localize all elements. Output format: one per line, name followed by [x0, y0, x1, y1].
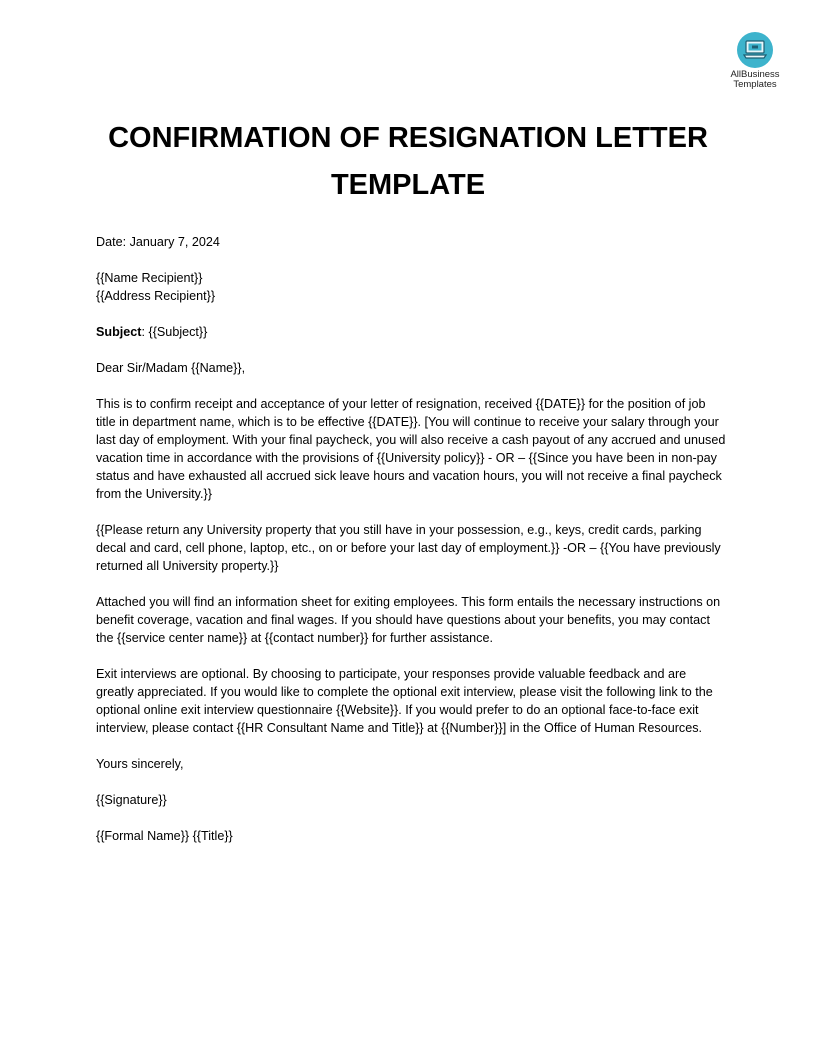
logo-text-line2: Templates [733, 79, 777, 90]
formal-name-title: {{Formal Name}} {{Title}} [96, 829, 233, 843]
paragraph-info-sheet: Attached you will find an information sheet for exiting employees. This form entails the necessary instructions on benefit coverage, vacation and final wages. If you should have questions about your benefits, you may contact the {{service center name}} at {{contact number}} for further assistance. [96, 595, 721, 645]
paragraph-exit-interview: Exit interviews are optional. By choosing to participate, your responses provide valuable feedback and are greatly appreciated. If you would like to complete the optional exit interview, please visit the following link to the optional online exit interview questionnaire {{Website}}. If you would prefer to do an optional face-to-face exit interview, please contact {{HR Consultant Name and Title}} at {{Number}}] in the Office of Human Resources. [96, 667, 713, 735]
logo-text-line1: AllBusiness [730, 69, 780, 80]
paragraph-confirmation: This is to confirm receipt and acceptance of your letter of resignation, received {{DATE}} for the position of job title in department name, which is to be effective {{DATE}}. [You will continue to receive your salary through your last day of employment. With your final paycheck, you will also receive a cash payout of any accrued and unused vacation time in accordance with the provisions of {{University policy}} - OR – {{Since you have been in non-pay status and have exhausted all accrued sick leave hours and vacation hours, you will not receive a final paycheck from the University.}} [96, 397, 726, 501]
salutation: Dear Sir/Madam {{Name}}, [96, 361, 246, 375]
recipient-name: {{Name Recipient}} [96, 271, 203, 285]
closing: Yours sincerely, [96, 757, 184, 771]
letter-body [96, 233, 726, 863]
signature: {{Signature}} [96, 793, 167, 807]
letter-date: Date: January 7, 2024 [96, 235, 220, 249]
allbusiness-templates-logo [724, 32, 786, 90]
document-title: CONFIRMATION OF RESIGNATION LETTER TEMPLATE [108, 122, 708, 201]
subject-line [96, 323, 726, 341]
recipient-address: {{Address Recipient}} [96, 289, 216, 303]
subject-value: : {{Subject}} [141, 325, 208, 339]
subject-label: Subject [96, 325, 142, 339]
laptop-icon [737, 32, 773, 68]
paragraph-property: {{Please return any University property that you still have in your possession, e.g., keys, credit cards, parking decal and card, cell phone, laptop, etc., on or before your last day of employment.}} -OR – {{You have previously returned all University property.}} [96, 523, 721, 573]
